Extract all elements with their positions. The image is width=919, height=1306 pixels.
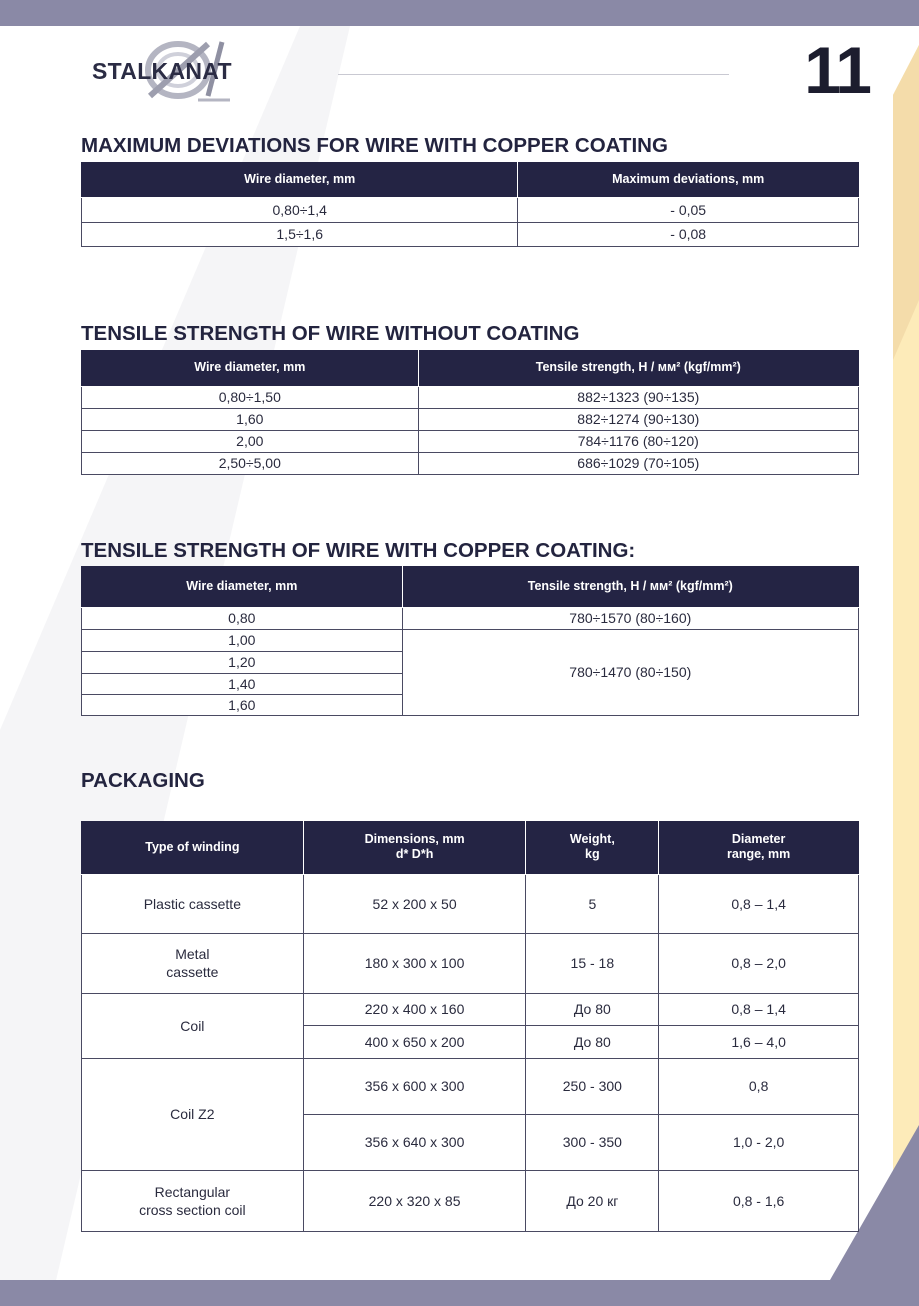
cell-strength-merged: 780÷1470 (80÷150)	[402, 629, 858, 715]
cell-deviation: - 0,08	[518, 222, 859, 246]
table-row	[82, 607, 859, 629]
table-row	[82, 1058, 859, 1114]
cell-diameter: 1,60	[82, 694, 403, 715]
cell-dimensions: 220 x 320 x 85	[303, 1170, 526, 1231]
table-row	[82, 993, 859, 1025]
cell-diameter: 0,80÷1,4	[82, 197, 518, 222]
brand-logo	[90, 40, 260, 104]
cell-dimensions: 52 x 200 x 50	[303, 874, 526, 933]
winding-type-line1: Rectangular	[154, 1183, 231, 1200]
cell-diameter: 1,60	[82, 408, 419, 430]
col-header-dimensions	[303, 821, 526, 874]
cell-diameter-range: 0,8	[659, 1058, 859, 1114]
table-row	[82, 430, 859, 452]
table-row	[82, 222, 859, 246]
col-header-tensile-strength: Tensile strength, H / мм² (kgf/mm²)	[402, 566, 858, 607]
col-header-wire-diameter: Wire diameter, mm	[82, 350, 419, 386]
cell-strength: 882÷1274 (90÷130)	[418, 408, 858, 430]
cell-weight: 5	[526, 874, 659, 933]
max-deviations-table	[81, 162, 859, 247]
table-row	[82, 933, 859, 993]
col-header-dimensions-line1: Dimensions, mm	[364, 832, 465, 847]
col-header-weight-line1: Weight,	[569, 832, 615, 847]
tensile-copper-table	[81, 566, 859, 716]
cell-winding-type	[82, 933, 304, 993]
cell-diameter: 0,80	[82, 607, 403, 629]
tensile-no-coating-table	[81, 350, 859, 475]
cell-strength: 784÷1176 (80÷120)	[418, 430, 858, 452]
table-header-row	[82, 350, 859, 386]
col-header-wire-diameter: Wire diameter, mm	[82, 566, 403, 607]
col-header-max-deviations: Maximum deviations, mm	[518, 162, 859, 197]
cell-diameter: 0,80÷1,50	[82, 386, 419, 408]
bottom-bar	[0, 1280, 919, 1306]
header-divider	[338, 74, 729, 75]
table-row	[82, 408, 859, 430]
table-header-row	[82, 821, 859, 874]
winding-type-line2: cross section coil	[139, 1201, 246, 1218]
cell-weight: 15 - 18	[526, 933, 659, 993]
col-header-wire-diameter: Wire diameter, mm	[82, 162, 518, 197]
cell-diameter-range: 0,8 – 1,4	[659, 993, 859, 1025]
cell-winding-type	[82, 1170, 304, 1231]
col-header-tensile-strength: Tensile strength, H / мм² (kgf/mm²)	[418, 350, 858, 386]
winding-type-line1: Metal	[175, 946, 210, 962]
page-number: 11	[804, 33, 870, 107]
cell-dimensions: 356 x 600 x 300	[303, 1058, 526, 1114]
cell-diameter: 1,20	[82, 651, 403, 673]
table-row	[82, 874, 859, 933]
logo-text: STALKANAT	[92, 58, 232, 84]
table-row	[82, 386, 859, 408]
cell-winding-type: Coil	[82, 993, 304, 1058]
col-header-range-line2: range, mm	[727, 847, 791, 862]
table-row	[82, 452, 859, 474]
section-title-packaging: PACKAGING	[81, 769, 205, 792]
table-header-row	[82, 162, 859, 197]
cell-weight: 300 - 350	[526, 1114, 659, 1170]
table-header-row	[82, 566, 859, 607]
col-header-range-line1: Diameter	[731, 832, 786, 847]
section-title-tensile-copper: TENSILE STRENGTH OF WIRE WITH COPPER COATING:	[81, 539, 636, 562]
cell-diameter: 2,00	[82, 430, 419, 452]
cell-diameter-range: 1,6 – 4,0	[659, 1025, 859, 1058]
table-row	[82, 197, 859, 222]
section-title-max-deviations: MAXIMUM DEVIATIONS FOR WIRE WITH COPPER COATING	[81, 134, 668, 157]
cell-diameter-range: 1,0 - 2,0	[659, 1114, 859, 1170]
cell-strength: 686÷1029 (70÷105)	[418, 452, 858, 474]
col-header-dimensions-line2: d* D*h	[395, 847, 434, 862]
cell-weight: До 80	[526, 1025, 659, 1058]
col-header-type-of-winding: Type of winding	[82, 821, 304, 874]
cell-weight: До 80	[526, 993, 659, 1025]
cell-diameter: 1,00	[82, 629, 403, 651]
cell-diameter-range: 0,8 – 1,4	[659, 874, 859, 933]
col-header-diameter-range	[659, 821, 859, 874]
cell-winding-type: Plastic cassette	[82, 874, 304, 933]
cell-diameter: 1,40	[82, 673, 403, 694]
top-bar	[0, 0, 919, 26]
section-title-tensile-no-coating: TENSILE STRENGTH OF WIRE WITHOUT COATING	[81, 322, 580, 345]
table-row	[82, 1170, 859, 1231]
cell-dimensions: 180 x 300 x 100	[303, 933, 526, 993]
cell-dimensions: 220 x 400 x 160	[303, 993, 526, 1025]
cell-diameter-range: 0,8 - 1,6	[659, 1170, 859, 1231]
cell-dimensions: 400 x 650 x 200	[303, 1025, 526, 1058]
cell-weight: До 20 кг	[526, 1170, 659, 1231]
cell-weight: 250 - 300	[526, 1058, 659, 1114]
col-header-weight	[526, 821, 659, 874]
cell-diameter: 1,5÷1,6	[82, 222, 518, 246]
cell-diameter-range: 0,8 – 2,0	[659, 933, 859, 993]
cell-diameter: 2,50÷5,00	[82, 452, 419, 474]
cell-dimensions: 356 x 640 x 300	[303, 1114, 526, 1170]
table-row	[82, 629, 859, 651]
cell-deviation: - 0,05	[518, 197, 859, 222]
cell-winding-type: Coil Z2	[82, 1058, 304, 1170]
winding-type-line2: cassette	[166, 964, 219, 980]
col-header-weight-line2: kg	[585, 847, 600, 862]
packaging-table	[81, 821, 859, 1232]
cell-strength: 882÷1323 (90÷135)	[418, 386, 858, 408]
cell-strength: 780÷1570 (80÷160)	[402, 607, 858, 629]
